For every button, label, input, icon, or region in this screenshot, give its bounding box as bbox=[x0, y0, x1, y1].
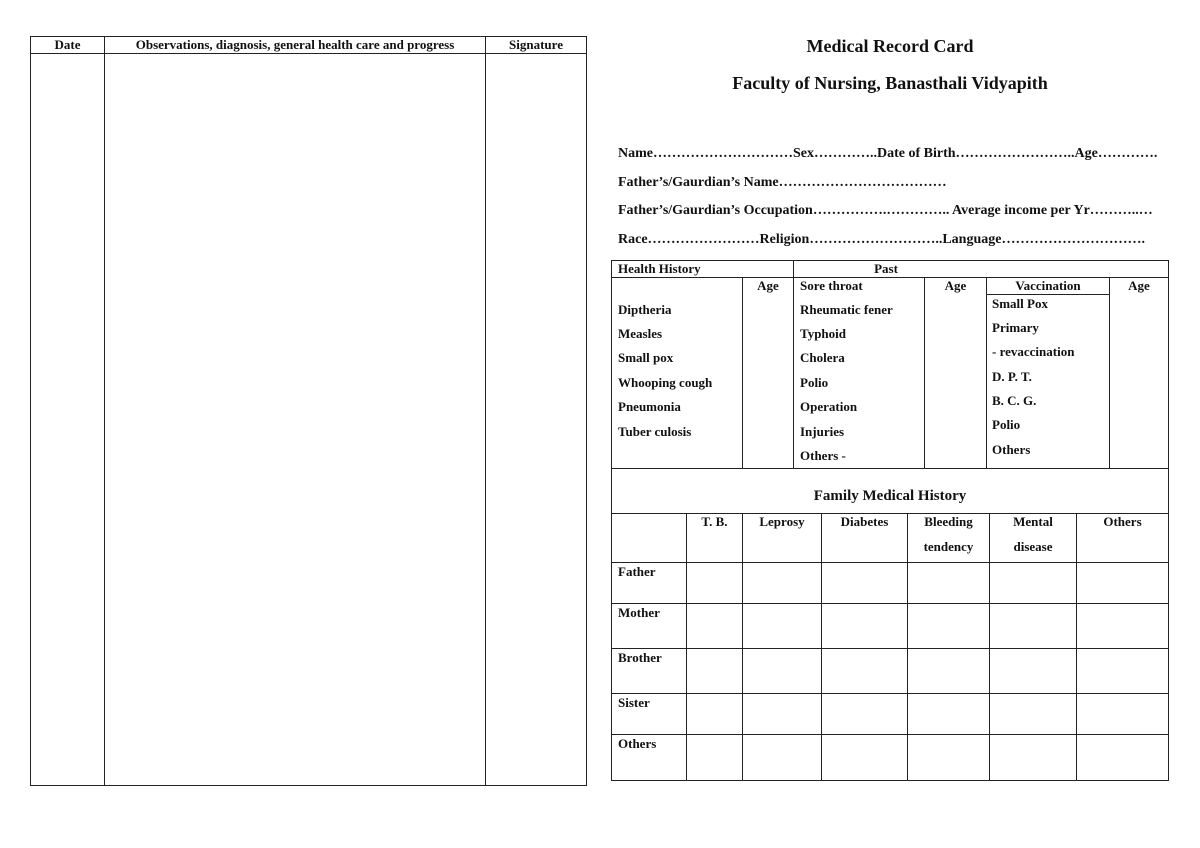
vaccination-label: Vaccination bbox=[1015, 278, 1081, 293]
vaccination-item: Small Pox bbox=[992, 296, 1048, 311]
disease-item: Operation bbox=[800, 399, 858, 414]
card-subtitle: Faculty of Nursing, Banasthali Vidyapith bbox=[732, 73, 1048, 93]
age-label-3: Age bbox=[1128, 278, 1150, 293]
age-label-1: Age bbox=[757, 278, 779, 293]
name-sex-dob-age-line: Name…………………………Sex…………..Date of Birth……………………..Age…………. bbox=[618, 146, 1158, 161]
observations-column-header: Observations, diagnosis, general health care and progress bbox=[135, 37, 455, 52]
signature-column-header: Signature bbox=[509, 37, 563, 52]
disease-item: Polio bbox=[800, 375, 829, 390]
age-label-2: Age bbox=[944, 278, 967, 293]
vaccination-item: Primary bbox=[992, 320, 1039, 335]
disease-item: Sore throat bbox=[800, 278, 863, 293]
disease-item: Tuber culosis bbox=[618, 424, 692, 439]
disease-item: Whooping cough bbox=[618, 375, 713, 390]
family-col-header: Bleeding bbox=[924, 514, 973, 529]
disease-item: Small pox bbox=[618, 350, 674, 365]
vaccination-item: Others bbox=[992, 442, 1031, 457]
health-history-label: Health History bbox=[618, 261, 701, 276]
family-history-title: Family Medical History bbox=[813, 488, 967, 504]
date-column-header: Date bbox=[54, 37, 81, 52]
family-col-header: Others bbox=[1103, 514, 1142, 529]
family-col-header: Mental bbox=[1013, 514, 1053, 529]
family-row-label: Father bbox=[618, 564, 656, 579]
disease-item: Others - bbox=[800, 448, 846, 463]
disease-item: Pneumonia bbox=[618, 399, 681, 414]
family-col-header: Leprosy bbox=[759, 514, 805, 529]
family-col-header: Diabetes bbox=[840, 514, 889, 529]
family-row-label: Brother bbox=[618, 650, 662, 665]
family-row-label: Others bbox=[618, 736, 657, 751]
disease-item: Injuries bbox=[800, 424, 845, 439]
family-col-header: T. B. bbox=[701, 514, 728, 529]
vaccination-item: - revaccination bbox=[992, 344, 1075, 359]
vaccination-item: B. C. G. bbox=[992, 393, 1037, 408]
vaccination-item: D. P. T. bbox=[992, 369, 1032, 384]
disease-item: Diptheria bbox=[618, 302, 672, 317]
vaccination-item: Polio bbox=[992, 417, 1021, 432]
family-col-header-line2: tendency bbox=[923, 539, 974, 554]
family-col-header-line2: disease bbox=[1013, 539, 1053, 554]
disease-item: Cholera bbox=[800, 350, 845, 365]
disease-item: Rheumatic fener bbox=[800, 302, 893, 317]
family-row-label: Mother bbox=[618, 605, 660, 620]
past-label: Past bbox=[874, 261, 898, 276]
disease-item: Typhoid bbox=[800, 326, 847, 341]
disease-item: Measles bbox=[618, 326, 663, 341]
guardian-occupation-income-line: Father’s/Gaurdian’s Occupation…………….………….. Average income per Yr………..… bbox=[618, 203, 1153, 218]
family-row-label: Sister bbox=[618, 695, 650, 710]
guardian-name-line: Father’s/Gaurdian’s Name……………………………… bbox=[618, 175, 947, 190]
card-title: Medical Record Card bbox=[806, 36, 974, 56]
race-religion-language-line: Race……………………Religion………………………..Language…………………………. bbox=[618, 232, 1145, 247]
